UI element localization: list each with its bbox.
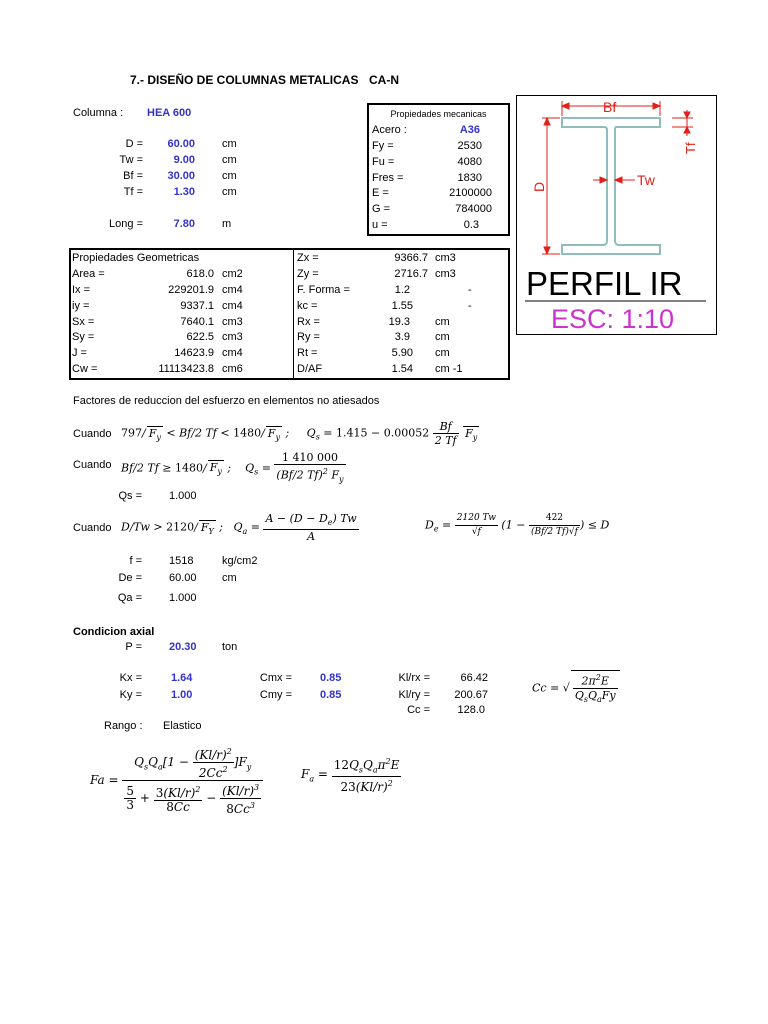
geom-unit: cm <box>435 316 450 328</box>
axial-heading: Condicion axial <box>73 626 155 638</box>
f-value: 1518 <box>169 555 194 567</box>
cmy-value: 0.85 <box>320 689 342 701</box>
mech-value: 1830 <box>457 172 482 184</box>
cuando-label: Cuando <box>73 428 112 440</box>
design-code: CA-N <box>369 73 399 87</box>
mech-label: Fy = <box>372 140 394 152</box>
cc-label: Cc = <box>407 704 430 716</box>
geom-value: 229201.9 <box>168 284 214 296</box>
dim-label: Tw = <box>119 154 143 166</box>
klrx-value: 66.42 <box>460 672 488 684</box>
klry-value: 200.67 <box>454 689 488 701</box>
formula-de: $D_e$ = $\frac{2120 Tw}{√f}$ (1 − $\frac{422}{(Bf/2 Tf)√f}$ ) ≤ D <box>425 513 610 537</box>
qa-value: 1.000 <box>169 592 197 604</box>
ky-value: 1.00 <box>171 689 193 701</box>
geom-value: 9366.7 <box>394 252 428 264</box>
geom-unit: - <box>468 300 472 312</box>
qs-value: 1.000 <box>169 490 197 502</box>
geom-value: 1.54 <box>391 363 413 375</box>
geom-unit: cm3 <box>435 268 456 280</box>
cmx-value: 0.85 <box>320 672 342 684</box>
geometric-header: Propiedades Geometricas <box>72 252 200 264</box>
klry-label: Kl/ry = <box>398 689 430 701</box>
geom-label: Rx = <box>297 316 320 328</box>
geom-label: Sx = <box>72 316 95 328</box>
geom-value: 5.90 <box>391 347 413 359</box>
geom-unit: cm2 <box>222 268 243 280</box>
geom-value: 1.2 <box>394 284 410 296</box>
formula-qs-condition-2: Bf/2 Tf ≥ 1480/ $F_y$ ; $Q_s$ = $\frac{1 410 000}{(Bf/2 Tf)^2 F_y}$ <box>121 451 344 484</box>
geom-unit: cm4 <box>222 284 243 296</box>
dim-label: Tf = <box>123 186 143 198</box>
geom-value: 1.55 <box>391 300 413 312</box>
geom-label: F. Forma = <box>297 284 350 296</box>
geom-label: Rt = <box>297 347 318 359</box>
kx-value: 1.64 <box>171 672 193 684</box>
cuando-label: Cuando <box>73 522 112 534</box>
geom-value: 19.3 <box>388 316 410 328</box>
p-value: 20.30 <box>169 641 197 653</box>
geom-unit: cm3 <box>222 331 243 343</box>
dim-value: 30.00 <box>167 170 195 182</box>
tf-label: Tf <box>683 142 698 154</box>
geom-unit: cm <box>435 347 450 359</box>
tw-label: Tw <box>637 172 655 188</box>
formula-cc: Cc = √ $\frac{2\pi^2E}{Q_sQ_aFy}$ <box>532 670 620 706</box>
profile-scale: ESC: 1:10 <box>551 304 675 334</box>
de-label: De = <box>118 572 142 584</box>
geom-label: Zy = <box>297 268 319 280</box>
steel-value: A36 <box>459 124 480 136</box>
mech-label: G = <box>372 203 391 215</box>
geom-value: 618.0 <box>186 268 214 280</box>
klrx-label: Kl/rx = <box>398 672 430 684</box>
geom-value: 2716.7 <box>394 268 428 280</box>
dimension-lines <box>542 101 693 254</box>
geom-unit: cm4 <box>222 300 243 312</box>
table-divider <box>293 249 294 379</box>
column-value: HEA 600 <box>147 107 192 119</box>
cc-value: 128.0 <box>457 704 485 716</box>
geom-label: J = <box>72 347 87 359</box>
cmy-label: Cmy = <box>259 689 292 701</box>
geom-label: Zx = <box>297 252 319 264</box>
geom-value: 9337.1 <box>180 300 214 312</box>
geom-label: Cw = <box>72 363 98 375</box>
dim-unit: cm <box>222 186 237 198</box>
cmx-label: Cmx = <box>259 672 292 684</box>
geom-label: Sy = <box>72 331 95 343</box>
geom-value: 14623.9 <box>174 347 214 359</box>
dim-value: 1.30 <box>173 186 195 198</box>
qs-label: Qs = <box>118 490 142 502</box>
geom-value: 622.5 <box>186 331 214 343</box>
p-label: P = <box>125 641 142 653</box>
mech-label: Fres = <box>372 172 404 184</box>
steel-label: Acero : <box>372 124 407 136</box>
d-label: D <box>531 181 547 192</box>
f-unit: kg/cm2 <box>222 555 258 567</box>
geom-unit: cm <box>435 331 450 343</box>
geom-label: Ix = <box>72 284 91 296</box>
formula-qs-condition-1: 797/ $F_y < Bf/2$ Tf < 1480/ $F_y$ ; $Q_s = 1.415 - 0.00052$ $\frac{Bf}{2 Tf}$ $F_y$ <box>121 420 478 447</box>
rango-label: Rango : <box>104 720 143 732</box>
column-label: Columna : <box>73 107 124 119</box>
dim-label: D = <box>125 138 143 150</box>
geom-label: D/AF <box>297 363 323 375</box>
length-unit: m <box>222 218 232 230</box>
kx-label: Kx = <box>119 672 142 684</box>
geom-unit: cm6 <box>222 363 243 375</box>
mech-value: 4080 <box>457 156 482 168</box>
formula-fa-elastic: $F_a$ = $\frac{12Q_sQ_a\pi^2E}{23(Kl/r)^2}$ <box>301 757 400 795</box>
mech-value: 2100000 <box>449 187 492 199</box>
formula-fa-inelastic: Fa = $Q_sQ_a[1$ − $\frac{(Kl/r)^2}{2Cc^2}$ ]$F_y$ $\frac{5}{3}$ + $\frac{3(Kl/r)^2}{8Cc}$ − $\frac{(Kl/r)^3}{8Cc^3}$ <box>90 745 263 816</box>
geom-value: 7640.1 <box>180 316 214 328</box>
profile-name: PERFIL IR <box>526 265 683 302</box>
mech-value: 2530 <box>457 140 482 152</box>
dim-value: 9.00 <box>173 154 195 166</box>
dim-unit: cm <box>222 154 237 166</box>
dim-label: Bf = <box>123 170 143 182</box>
geom-label: iy = <box>72 300 90 312</box>
geom-unit: cm3 <box>435 252 456 264</box>
mech-value: 0.3 <box>463 219 479 231</box>
cuando-label: Cuando <box>73 459 112 471</box>
ky-label: Ky = <box>119 689 142 701</box>
length-value: 7.80 <box>173 218 195 230</box>
mech-label: E = <box>372 187 389 199</box>
reduction-heading: Factores de reduccion del esfuerzo en elementos no atiesados <box>73 395 380 407</box>
mech-value: 784000 <box>455 203 492 215</box>
mech-label: u = <box>372 219 388 231</box>
geom-unit: cm -1 <box>435 363 463 375</box>
qa-label: Qa = <box>117 592 142 604</box>
bf-label: Bf <box>603 99 617 115</box>
formula-qa: D/Tw > 2120/ $F_Y$ ; $Q_a$ = $\frac{A - (D - D_e) Tw}{A}$ <box>121 512 357 544</box>
length-label: Long = <box>109 218 143 230</box>
geom-label: Ry = <box>297 331 320 343</box>
dim-value: 60.00 <box>167 138 195 150</box>
geom-value: 11113423.8 <box>158 363 214 375</box>
geom-unit: cm3 <box>222 316 243 328</box>
dim-unit: cm <box>222 138 237 150</box>
f-label: f = <box>129 555 142 567</box>
dim-unit: cm <box>222 170 237 182</box>
mechanical-header: Propiedades mecanicas <box>390 109 487 119</box>
page-title: 7.- DISEÑO DE COLUMNAS METALICAS <box>130 73 359 87</box>
geom-value: 3.9 <box>394 331 410 343</box>
mechanical-properties-table <box>367 103 510 236</box>
de-value: 60.00 <box>169 572 197 584</box>
geom-unit: - <box>468 284 472 296</box>
de-unit: cm <box>222 572 237 584</box>
rango-value: Elastico <box>163 720 202 732</box>
p-unit: ton <box>222 641 238 653</box>
mech-label: Fu = <box>372 156 395 168</box>
geom-label: kc = <box>297 300 318 312</box>
geom-label: Area = <box>72 268 105 280</box>
geom-unit: cm4 <box>222 347 243 359</box>
